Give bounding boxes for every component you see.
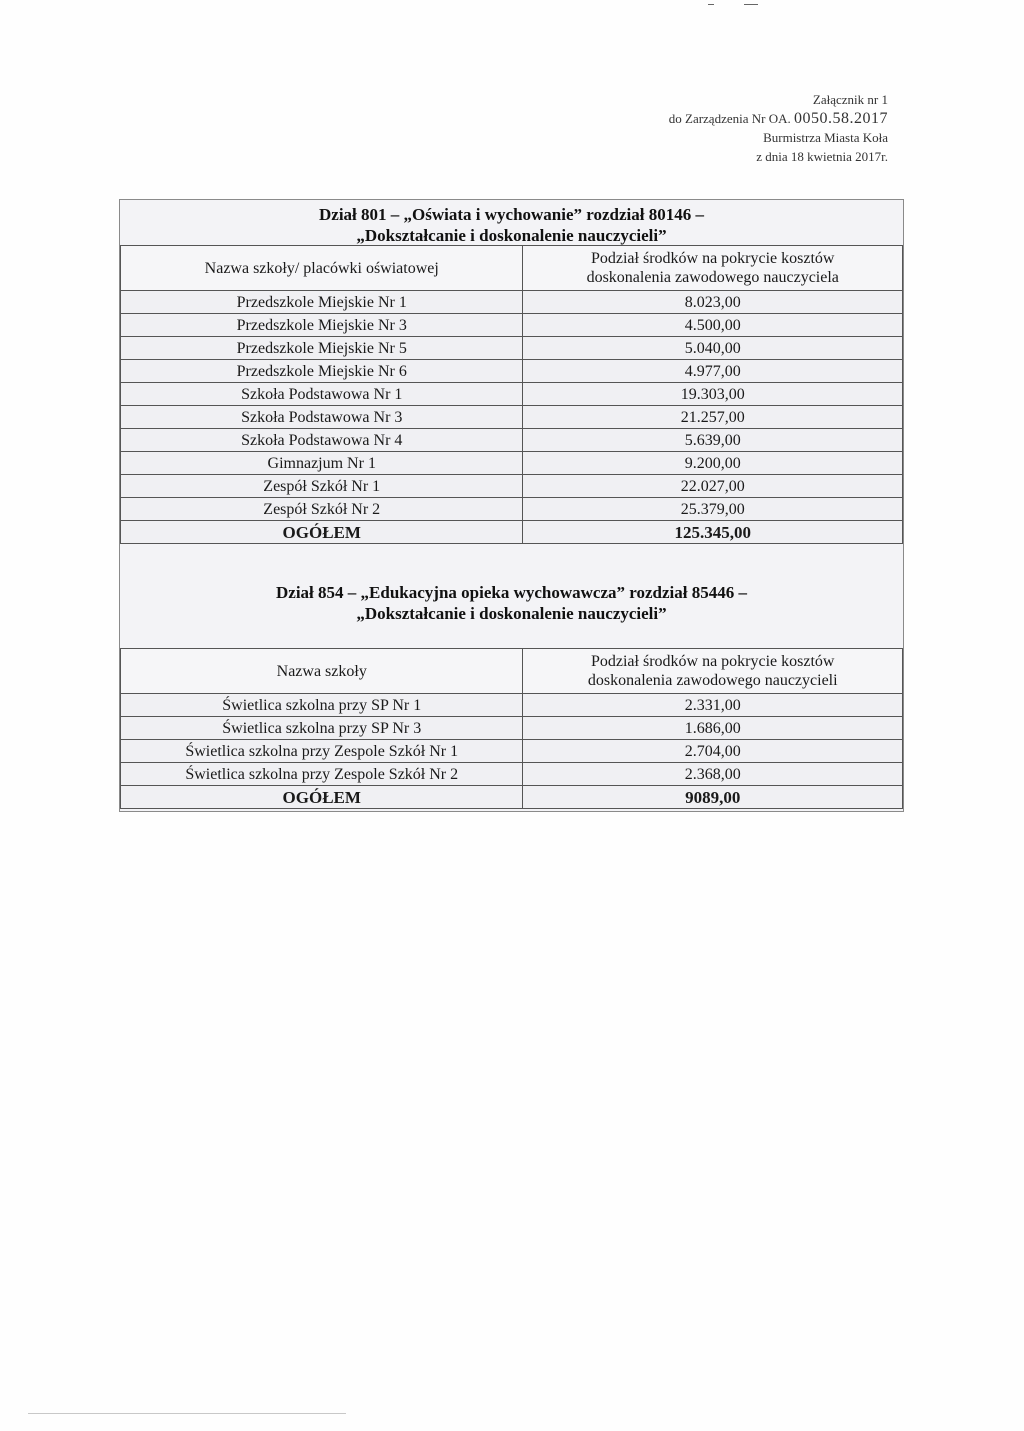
amount-cell: 19.303,00 xyxy=(523,383,903,406)
table-row xyxy=(121,291,903,314)
decree-prefix: do Zarządzenia Nr OA. xyxy=(668,111,791,126)
amount-cell: 5.040,00 xyxy=(523,337,903,360)
table-row xyxy=(121,406,903,429)
section-854-table xyxy=(120,648,903,809)
amount-cell: 2.331,00 xyxy=(523,694,903,717)
total-amount: 9089,00 xyxy=(523,786,903,809)
section-801-title-line2: „Dokształcanie i doskonalenie nauczycieli” xyxy=(356,226,667,245)
table-row xyxy=(121,429,903,452)
table-row xyxy=(121,452,903,475)
decree-issuer: Burmistrza Miasta Koła xyxy=(763,130,888,145)
total-amount: 125.345,00 xyxy=(523,521,903,544)
school-name-cell: Przedszkole Miejskie Nr 6 xyxy=(121,360,523,383)
amount-cell: 21.257,00 xyxy=(523,406,903,429)
school-name-cell: Świetlica szkolna przy Zespole Szkół Nr 1 xyxy=(121,740,523,763)
school-name-cell: Zespół Szkół Nr 2 xyxy=(121,498,523,521)
table-row xyxy=(121,763,903,786)
budget-document-frame xyxy=(119,199,904,812)
decree-reference xyxy=(669,109,888,128)
school-name-cell: Zespół Szkół Nr 1 xyxy=(121,475,523,498)
column-header-amount xyxy=(523,246,903,291)
column-header-amount xyxy=(523,649,903,694)
column-header-amount-line2: doskonalenia zawodowego nauczycieli xyxy=(587,672,838,689)
table-row xyxy=(121,314,903,337)
column-header-name: Nazwa szkoły xyxy=(121,649,523,694)
total-row xyxy=(121,521,903,544)
decree-date: z dnia 18 kwietnia 2017r. xyxy=(756,149,888,164)
amount-cell: 2.704,00 xyxy=(523,740,903,763)
table-row xyxy=(121,360,903,383)
table-row xyxy=(121,717,903,740)
section-854-title-line2: „Dokształcanie i doskonalenie nauczycieli” xyxy=(356,604,667,623)
school-name-cell: Szkoła Podstawowa Nr 3 xyxy=(121,406,523,429)
table-row xyxy=(121,694,903,717)
amount-cell: 9.200,00 xyxy=(523,452,903,475)
school-name-cell: Świetlica szkolna przy Zespole Szkół Nr 2 xyxy=(121,763,523,786)
attachment-header xyxy=(669,90,888,166)
footer-divider xyxy=(28,1413,346,1414)
total-row xyxy=(121,786,903,809)
table-header-row xyxy=(121,649,903,694)
table-row xyxy=(121,475,903,498)
amount-cell: 25.379,00 xyxy=(523,498,903,521)
school-name-cell: Szkoła Podstawowa Nr 1 xyxy=(121,383,523,406)
section-801-table xyxy=(120,245,903,544)
section-801-title-line1: Dział 801 – „Oświata i wychowanie” rozdział 80146 – xyxy=(319,205,704,224)
column-header-amount-line1: Podział środków na pokrycie kosztów xyxy=(590,250,835,267)
total-label: OGÓŁEM xyxy=(121,786,523,809)
amount-cell: 8.023,00 xyxy=(523,291,903,314)
school-name-cell: Szkoła Podstawowa Nr 4 xyxy=(121,429,523,452)
section-854-title-line1: Dział 854 – „Edukacyjna opieka wychowawcza” rozdział 85446 – xyxy=(276,583,747,602)
decree-number: 0050.58.2017 xyxy=(794,110,888,127)
school-name-cell: Przedszkole Miejskie Nr 1 xyxy=(121,291,523,314)
school-name-cell: Przedszkole Miejskie Nr 5 xyxy=(121,337,523,360)
amount-cell: 2.368,00 xyxy=(523,763,903,786)
amount-cell: 4.977,00 xyxy=(523,360,903,383)
column-header-amount-line1: Podział środków na pokrycie kosztów xyxy=(590,653,835,670)
school-name-cell: Świetlica szkolna przy SP Nr 1 xyxy=(121,694,523,717)
school-name-cell: Świetlica szkolna przy SP Nr 3 xyxy=(121,717,523,740)
attachment-label: Załącznik nr 1 xyxy=(812,92,888,107)
table-row xyxy=(121,383,903,406)
table-row xyxy=(121,498,903,521)
school-name-cell: Gimnazjum Nr 1 xyxy=(121,452,523,475)
total-label: OGÓŁEM xyxy=(121,521,523,544)
table-header-row xyxy=(121,246,903,291)
section-801-title xyxy=(120,204,903,246)
column-header-amount-line2: doskonalenia zawodowego nauczyciela xyxy=(586,269,839,286)
scan-artifact xyxy=(708,4,768,8)
amount-cell: 22.027,00 xyxy=(523,475,903,498)
school-name-cell: Przedszkole Miejskie Nr 3 xyxy=(121,314,523,337)
amount-cell: 5.639,00 xyxy=(523,429,903,452)
table-row xyxy=(121,740,903,763)
table-row xyxy=(121,337,903,360)
column-header-name: Nazwa szkoły/ placówki oświatowej xyxy=(121,246,523,291)
amount-cell: 4.500,00 xyxy=(523,314,903,337)
amount-cell: 1.686,00 xyxy=(523,717,903,740)
section-854-title xyxy=(120,582,903,624)
